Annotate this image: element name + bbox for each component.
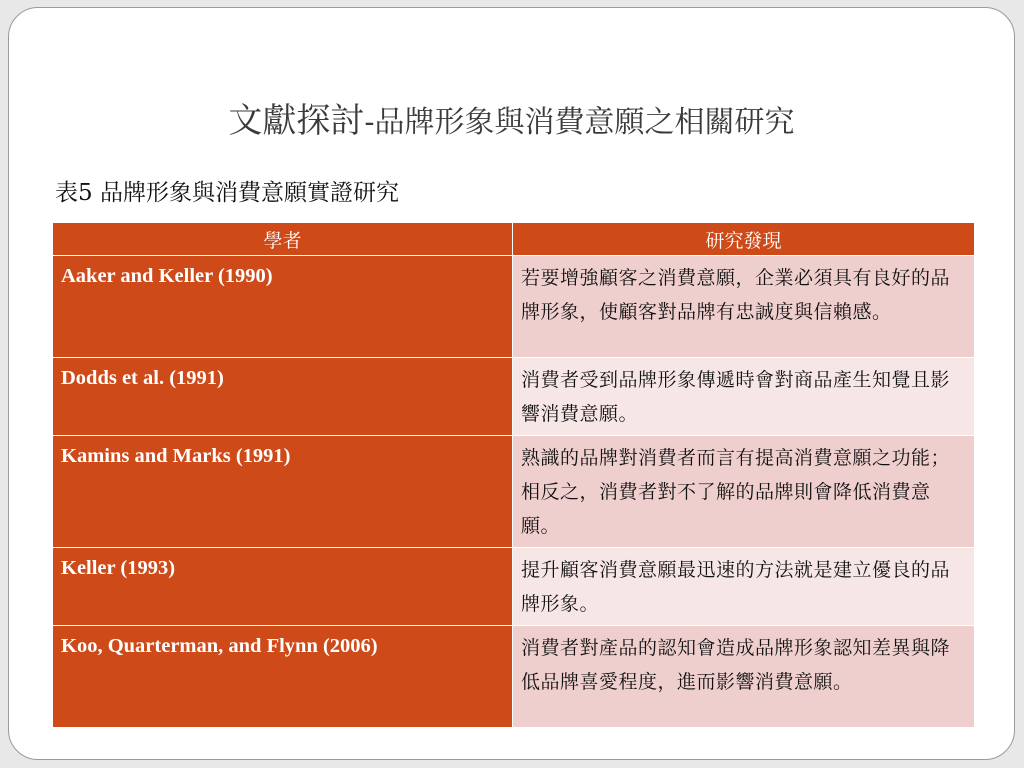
finding-cell: 消費者對產品的認知會造成品牌形象認知差異與降低品牌喜愛程度，進而影響消費意願。 [513,626,975,728]
table-row [53,436,975,548]
scholar-cell: Kamins and Marks (1991) [53,436,513,548]
table-caption: 表5 品牌形象與消費意願實證研究 [55,180,399,206]
table-row [53,256,975,358]
header-scholar: 學者 [53,223,513,256]
table-header-row [53,223,975,256]
slide-title-sub: -品牌形象與消費意願之相關研究 [364,105,795,140]
research-table [52,222,975,728]
finding-cell: 熟識的品牌對消費者而言有提高消費意願之功能；相反之，消費者對不了解的品牌則會降低消費意願。 [513,436,975,548]
table-row [53,626,975,728]
slide-title [9,101,1014,141]
finding-cell: 若要增強顧客之消費意願，企業必須具有良好的品牌形象，使顧客對品牌有忠誠度與信賴感。 [513,256,975,358]
slide-title-main: 文獻探討 [228,101,365,141]
scholar-cell: Aaker and Keller (1990) [53,256,513,358]
finding-cell: 消費者受到品牌形象傳遞時會對商品產生知覺且影響消費意願。 [513,358,975,436]
scholar-cell: Dodds et al. (1991) [53,358,513,436]
table-row [53,358,975,436]
scholar-cell: Koo, Quarterman, and Flynn (2006) [53,626,513,728]
finding-cell: 提升顧客消費意願最迅速的方法就是建立優良的品牌形象。 [513,548,975,626]
header-finding: 研究發現 [513,223,975,256]
table-row [53,548,975,626]
scholar-cell: Keller (1993) [53,548,513,626]
